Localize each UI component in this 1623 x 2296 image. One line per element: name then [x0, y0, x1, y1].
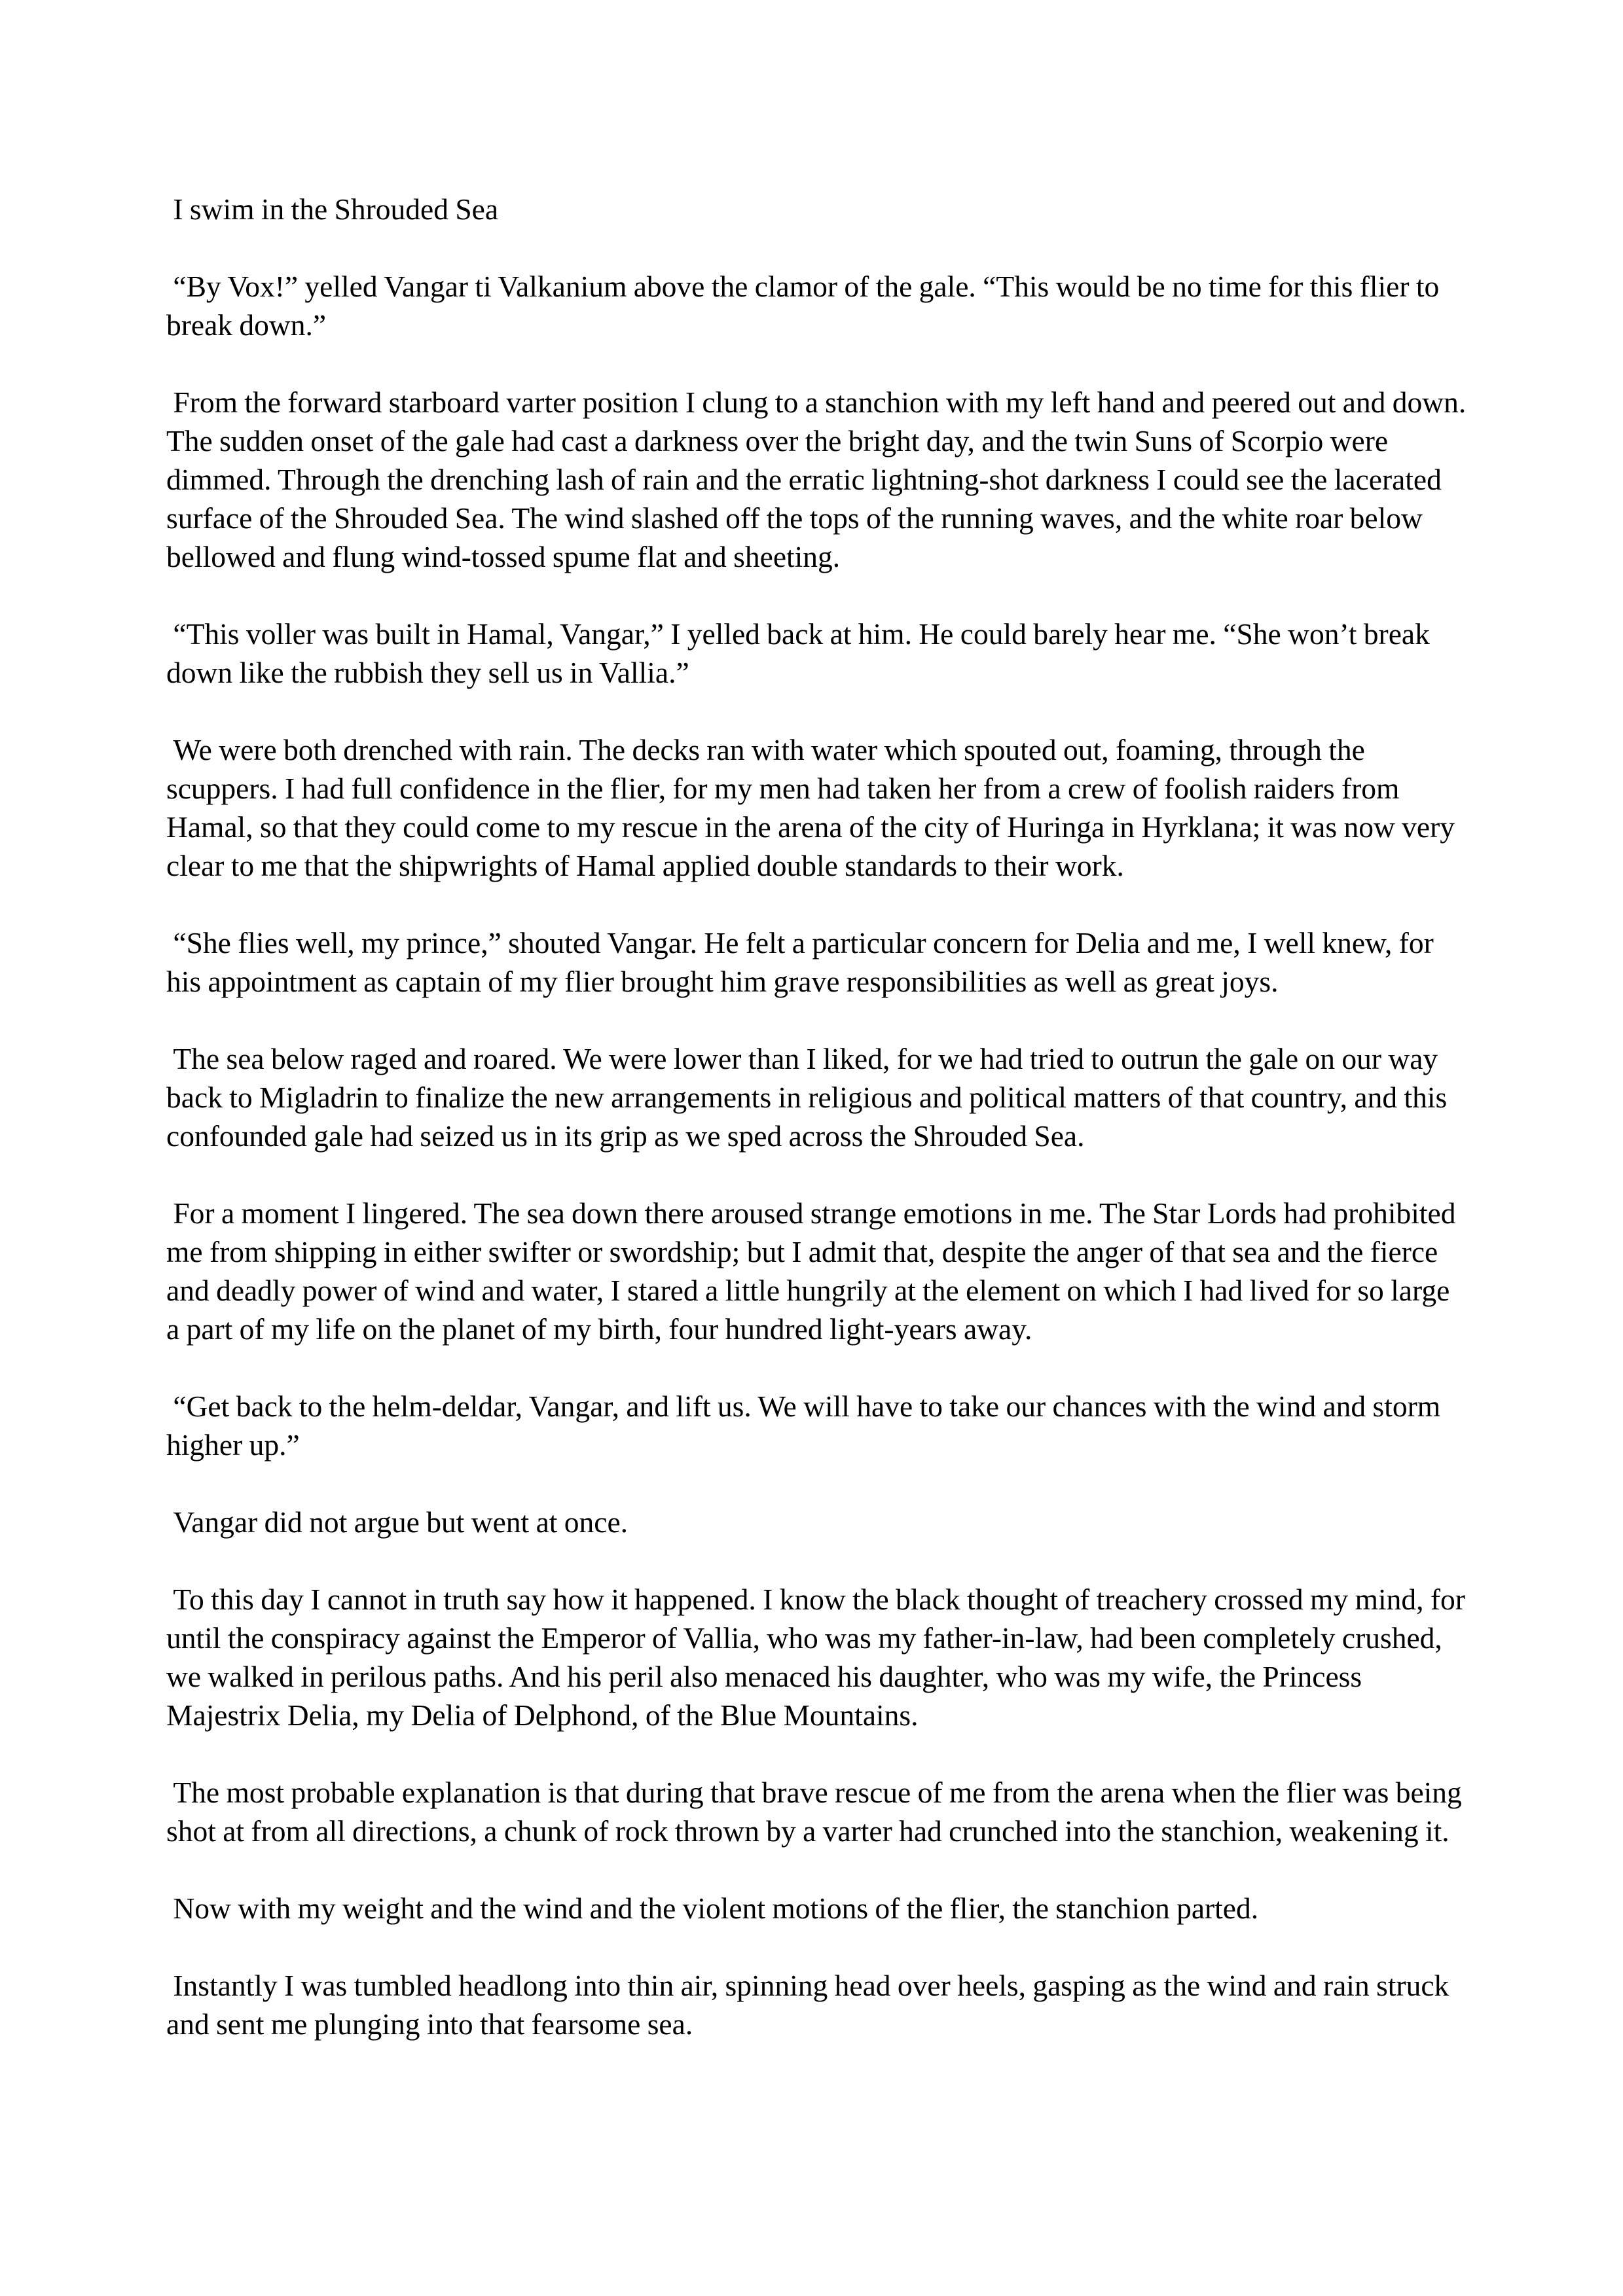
paragraph: The most probable explanation is that during that brave rescue of me from the arena when the flier was being shot at from all directions, a chunk of rock thrown by a varter had crunched into the stanchion, weakening it.: [166, 1776, 1469, 1848]
paragraph: The sea below raged and roared. We were lower than I liked, for we had tried to outrun the gale on our way back to Migladrin to finalize the new arrangements in religious and political matters of that country, and this confounded gale had seized us in its grip as we sped across the Shrouded Sea.: [166, 1042, 1454, 1153]
paragraph: To this day I cannot in truth say how it happened. I know the black thought of treachery crossed my mind, for until the conspiracy against the Emperor of Vallia, who was my father-in-law, had been completely crushed, we walked in perilous paths. And his peril also menaced his daughter, who was my wife, the Princess Majestrix Delia, my Delia of Delphond, of the Blue Mountains.: [166, 1583, 1472, 1732]
paragraph: “She flies well, my prince,” shouted Vangar. He felt a particular concern for Delia and me, I well knew, for his appointment as captain of my flier brought him grave responsibilities as well as great joys.: [166, 926, 1441, 998]
chapter-title: I swim in the Shrouded Sea: [166, 192, 499, 226]
paragraph: “By Vox!” yelled Vangar ti Valkanium above the clamor of the gale. “This would be no time for this flier to break down.”: [166, 270, 1446, 342]
paragraph: “This voller was built in Hamal, Vangar,” I yelled back at him. He could barely hear me. “She won’t break down like the rubbish they sell us in Vallia.”: [166, 617, 1437, 689]
paragraph: “Get back to the helm-deldar, Vangar, and lift us. We will have to take our chances with the wind and storm higher up.”: [166, 1390, 1448, 1462]
paragraph: Vangar did not argue but went at once.: [166, 1505, 629, 1539]
paragraph: Now with my weight and the wind and the violent motions of the flier, the stanchion parted.: [166, 1892, 1259, 1925]
document-page: [166, 190, 1472, 2082]
paragraph: For a moment I lingered. The sea down there aroused strange emotions in me. The Star Lords had prohibited me from shipping in either swifter or swordship; but I admit that, despite the anger of that sea and the fierce and deadly power of wind and water, I stared a little hungrily at the element on which I had lived for so large a part of my life on the planet of my birth, four hundred light-years away.: [166, 1196, 1463, 1346]
paragraph: Instantly I was tumbled headlong into thin air, spinning head over heels, gasping as the wind and rain struck and sent me plunging into that fearsome sea.: [166, 1969, 1456, 2041]
paragraph: From the forward starboard varter position I clung to a stanchion with my left hand and peered out and down. The sudden onset of the gale had cast a darkness over the bright day, and the twin Suns of Scorpio were dimmed. Through the drenching lash of rain and the erratic lightning-shot darkness I could see the lacerated surface of the Shrouded Sea. The wind slashed off the tops of the running waves, and the white roar below bellowed and flung wind-tossed spume flat and sheeting.: [166, 386, 1472, 573]
paragraph: We were both drenched with rain. The decks ran with water which spouted out, foaming, through the scuppers. I had full confidence in the flier, for my men had taken her from a crew of foolish raiders from Hamal, so that they could come to my rescue in the arena of the city of Huringa in Hyrklana; it was now very clear to me that the shipwrights of Hamal applied double standards to their work.: [166, 733, 1462, 882]
